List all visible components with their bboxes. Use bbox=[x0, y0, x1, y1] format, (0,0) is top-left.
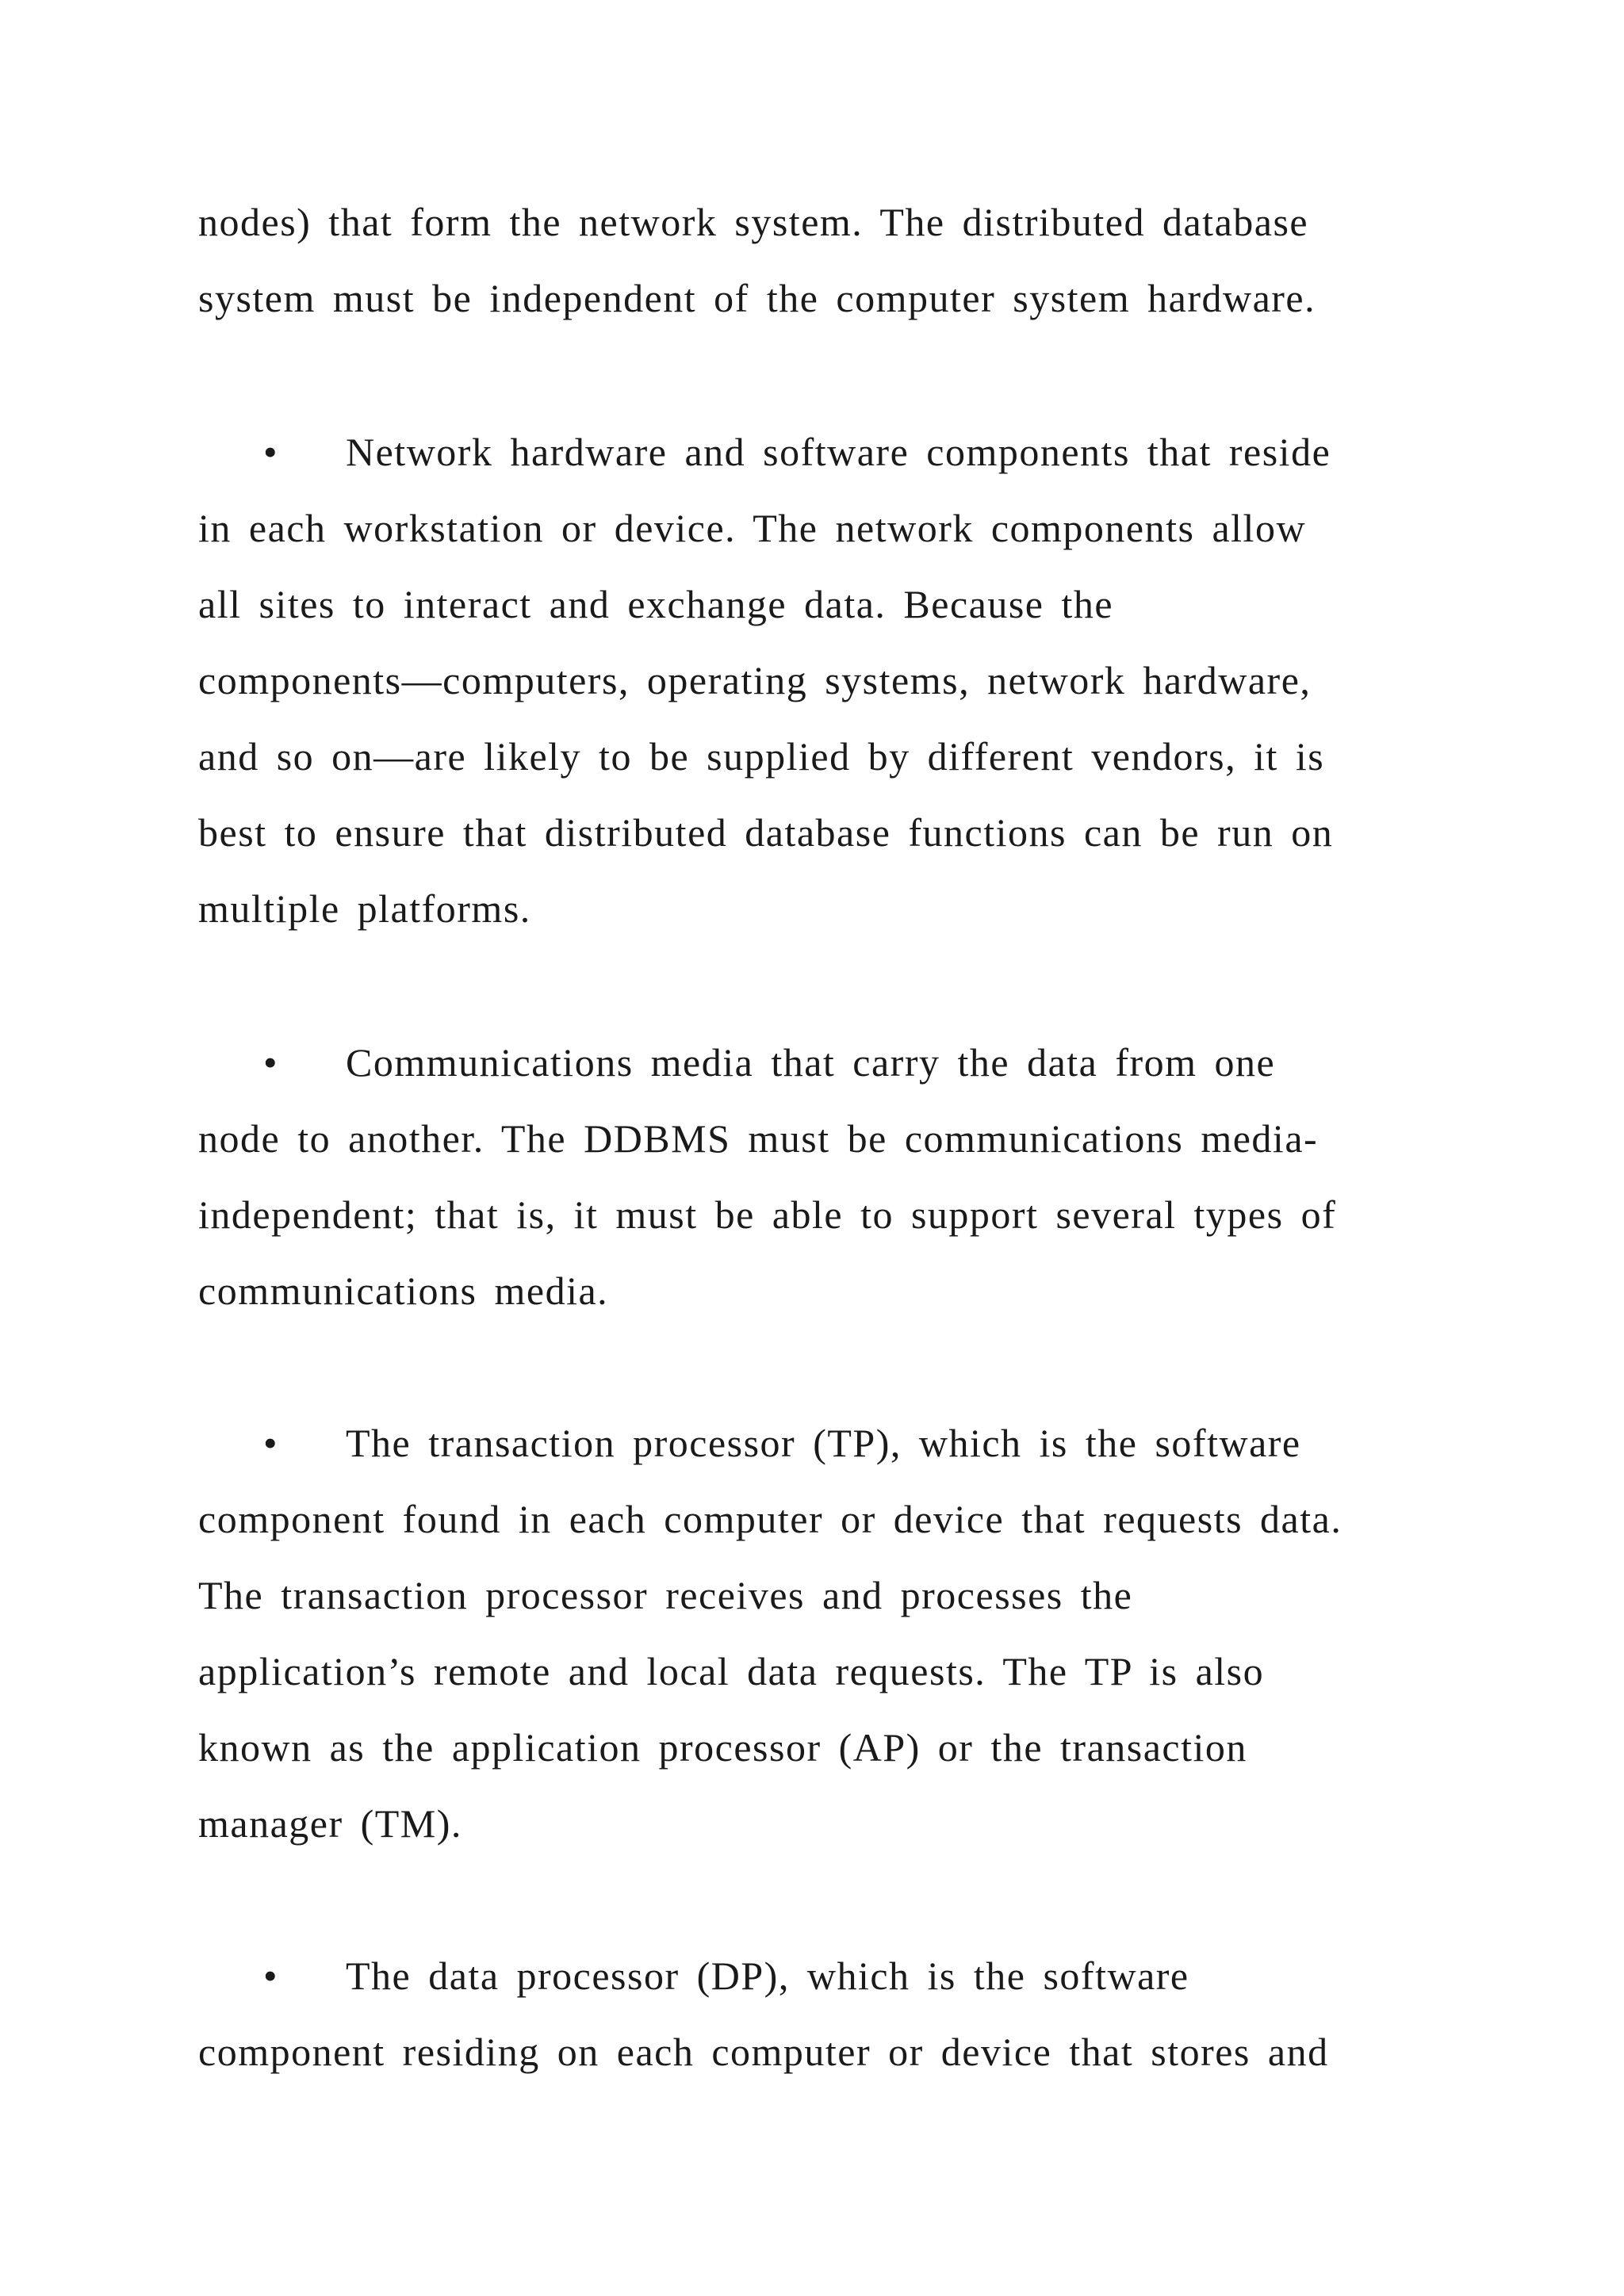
paragraph-line: component residing on each computer or device that stores and bbox=[198, 2030, 1329, 2074]
paragraph-line: manager (TM). bbox=[198, 1801, 462, 1846]
paragraph-line: all sites to interact and exchange data. Because the bbox=[198, 582, 1114, 626]
paragraph-line: application’s remote and local data requests. The TP is also bbox=[198, 1649, 1265, 1693]
paragraph-line: system must be independent of the computer system hardware. bbox=[198, 276, 1316, 320]
paragraph-line: communications media. bbox=[198, 1269, 609, 1313]
paragraph-line: components—computers, operating systems, network hardware, bbox=[198, 658, 1312, 702]
paragraph-line: in each workstation or device. The network components allow bbox=[198, 506, 1307, 550]
paragraph-line: known as the application processor (AP) or the transaction bbox=[198, 1725, 1247, 1770]
bullet-first-line: The data processor (DP), which is the software bbox=[346, 1954, 1189, 1998]
bullet-first-line: The transaction processor (TP), which is the software bbox=[346, 1421, 1301, 1465]
paragraph-line: The transaction processor receives and processes the bbox=[198, 1573, 1133, 1617]
paragraph-line: independent; that is, it must be able to support several types of bbox=[198, 1192, 1337, 1237]
bullet-icon: • bbox=[263, 430, 278, 474]
paragraph-line: and so on—are likely to be supplied by different vendors, it is bbox=[198, 734, 1325, 779]
bullet-first-line: Communications media that carry the data from one bbox=[346, 1040, 1276, 1085]
bullet-icon: • bbox=[263, 1040, 278, 1085]
paragraph-line: nodes) that form the network system. The distributed database bbox=[198, 200, 1309, 244]
paragraph-line: multiple platforms. bbox=[198, 886, 531, 931]
bullet-first-line: Network hardware and software components that reside bbox=[346, 430, 1331, 474]
bullet-icon: • bbox=[263, 1954, 278, 1998]
bullet-icon: • bbox=[263, 1421, 278, 1465]
paragraph-line: component found in each computer or device that requests data. bbox=[198, 1497, 1342, 1541]
paragraph-line: node to another. The DDBMS must be communications media- bbox=[198, 1116, 1319, 1161]
paragraph-line: best to ensure that distributed database functions can be run on bbox=[198, 810, 1334, 855]
